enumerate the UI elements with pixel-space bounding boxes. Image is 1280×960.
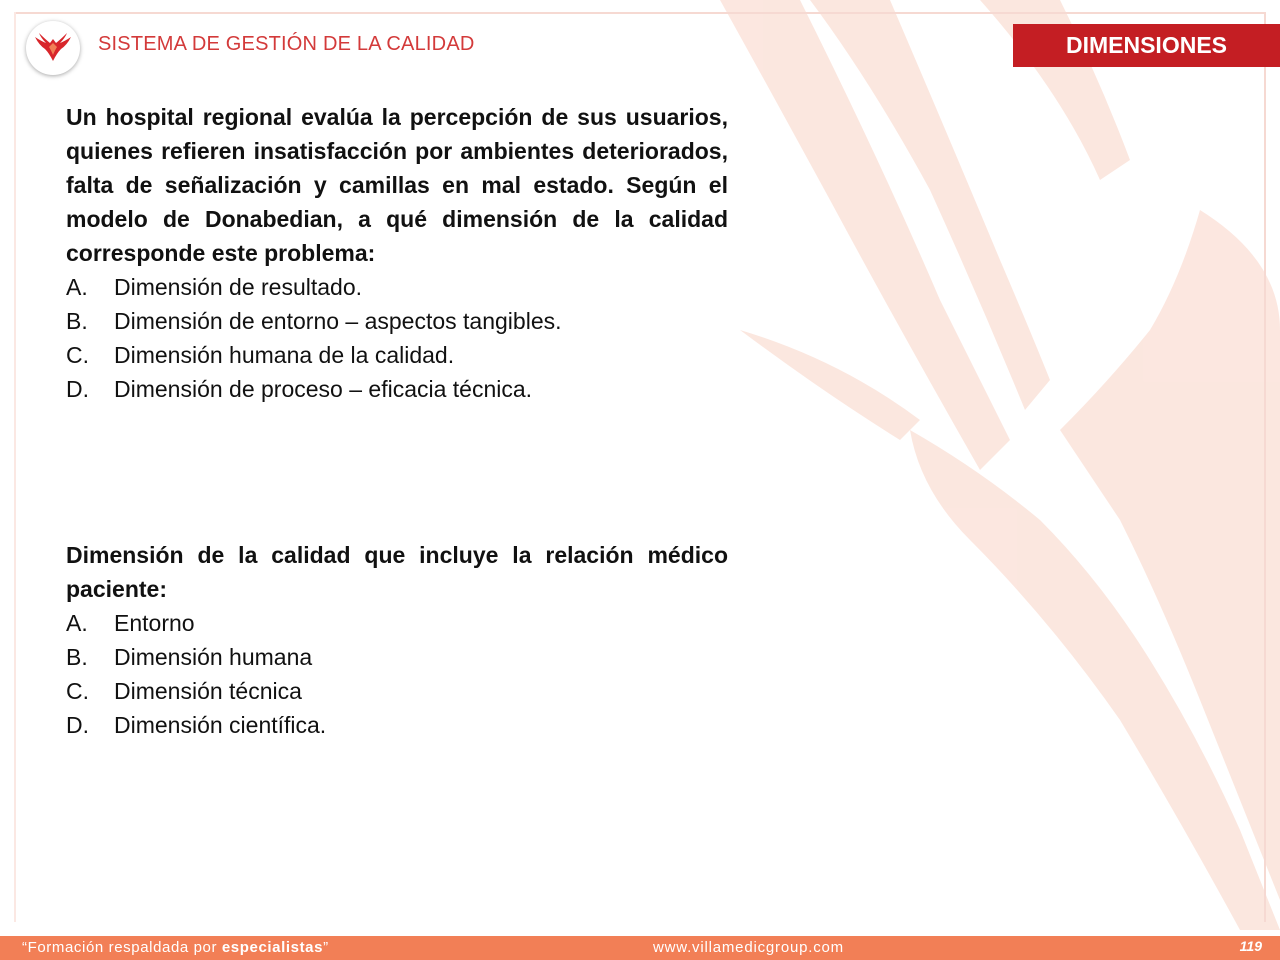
option-item: [66, 708, 728, 742]
option-item: [66, 674, 728, 708]
footer-tagline: [22, 939, 329, 956]
option-text: Dimensión de resultado.: [114, 274, 363, 300]
footer-tagline-end: ”: [323, 939, 329, 956]
footer-tagline-start: “Formación respaldada por: [22, 939, 222, 956]
option-item: [66, 606, 728, 640]
option-item: [66, 304, 728, 338]
option-text: Dimensión humana: [114, 644, 313, 670]
phoenix-watermark-icon: [680, 0, 1280, 940]
footer-tagline-bold: especialistas: [221, 939, 324, 956]
frame-border-right: [1264, 12, 1266, 922]
option-letter: D.: [66, 376, 89, 402]
question-text: Un hospital regional evalúa la percepción de sus usuarios, quienes refieren insatisfacción por ambientes deteriorados, falta de señalización y camillas en mal estado. Según el modelo de Donabedian, a qué dimensión de la calidad corresponde este problema:: [66, 104, 728, 266]
options-list: [66, 270, 728, 406]
option-text: Entorno: [114, 610, 195, 636]
option-letter: D.: [66, 712, 89, 738]
option-letter: A.: [66, 274, 88, 300]
option-text: Dimensión de entorno – aspectos tangibles.: [114, 308, 562, 334]
option-text: Dimensión científica.: [114, 712, 327, 738]
option-letter: B.: [66, 644, 88, 670]
option-letter: C.: [66, 678, 89, 704]
phoenix-logo-graphic: [33, 31, 73, 65]
option-letter: B.: [66, 308, 88, 334]
option-item: [66, 338, 728, 372]
option-item: [66, 640, 728, 674]
page-number: 119: [1239, 938, 1262, 954]
footer-bar: [0, 936, 1280, 960]
option-letter: A.: [66, 610, 88, 636]
question-block-1: [66, 100, 728, 406]
frame-border-top: [14, 12, 1266, 14]
option-item: [66, 372, 728, 406]
option-text: Dimensión humana de la calidad.: [114, 342, 455, 368]
footer-website-link[interactable]: www.villamedicgroup.com: [653, 939, 844, 956]
option-text: Dimensión de proceso – eficacia técnica.: [114, 376, 533, 402]
frame-border-left: [14, 12, 16, 922]
phoenix-logo-icon: [26, 21, 80, 75]
page-header-title: SISTEMA DE GESTIÓN DE LA CALIDAD: [98, 33, 475, 55]
option-item: [66, 270, 728, 304]
section-badge: DIMENSIONES: [1013, 24, 1280, 67]
question-block-2: [66, 538, 728, 742]
question-text: Dimensión de la calidad que incluye la relación médico paciente:: [66, 542, 728, 602]
options-list: [66, 606, 728, 742]
option-text: Dimensión técnica: [114, 678, 302, 704]
option-letter: C.: [66, 342, 89, 368]
